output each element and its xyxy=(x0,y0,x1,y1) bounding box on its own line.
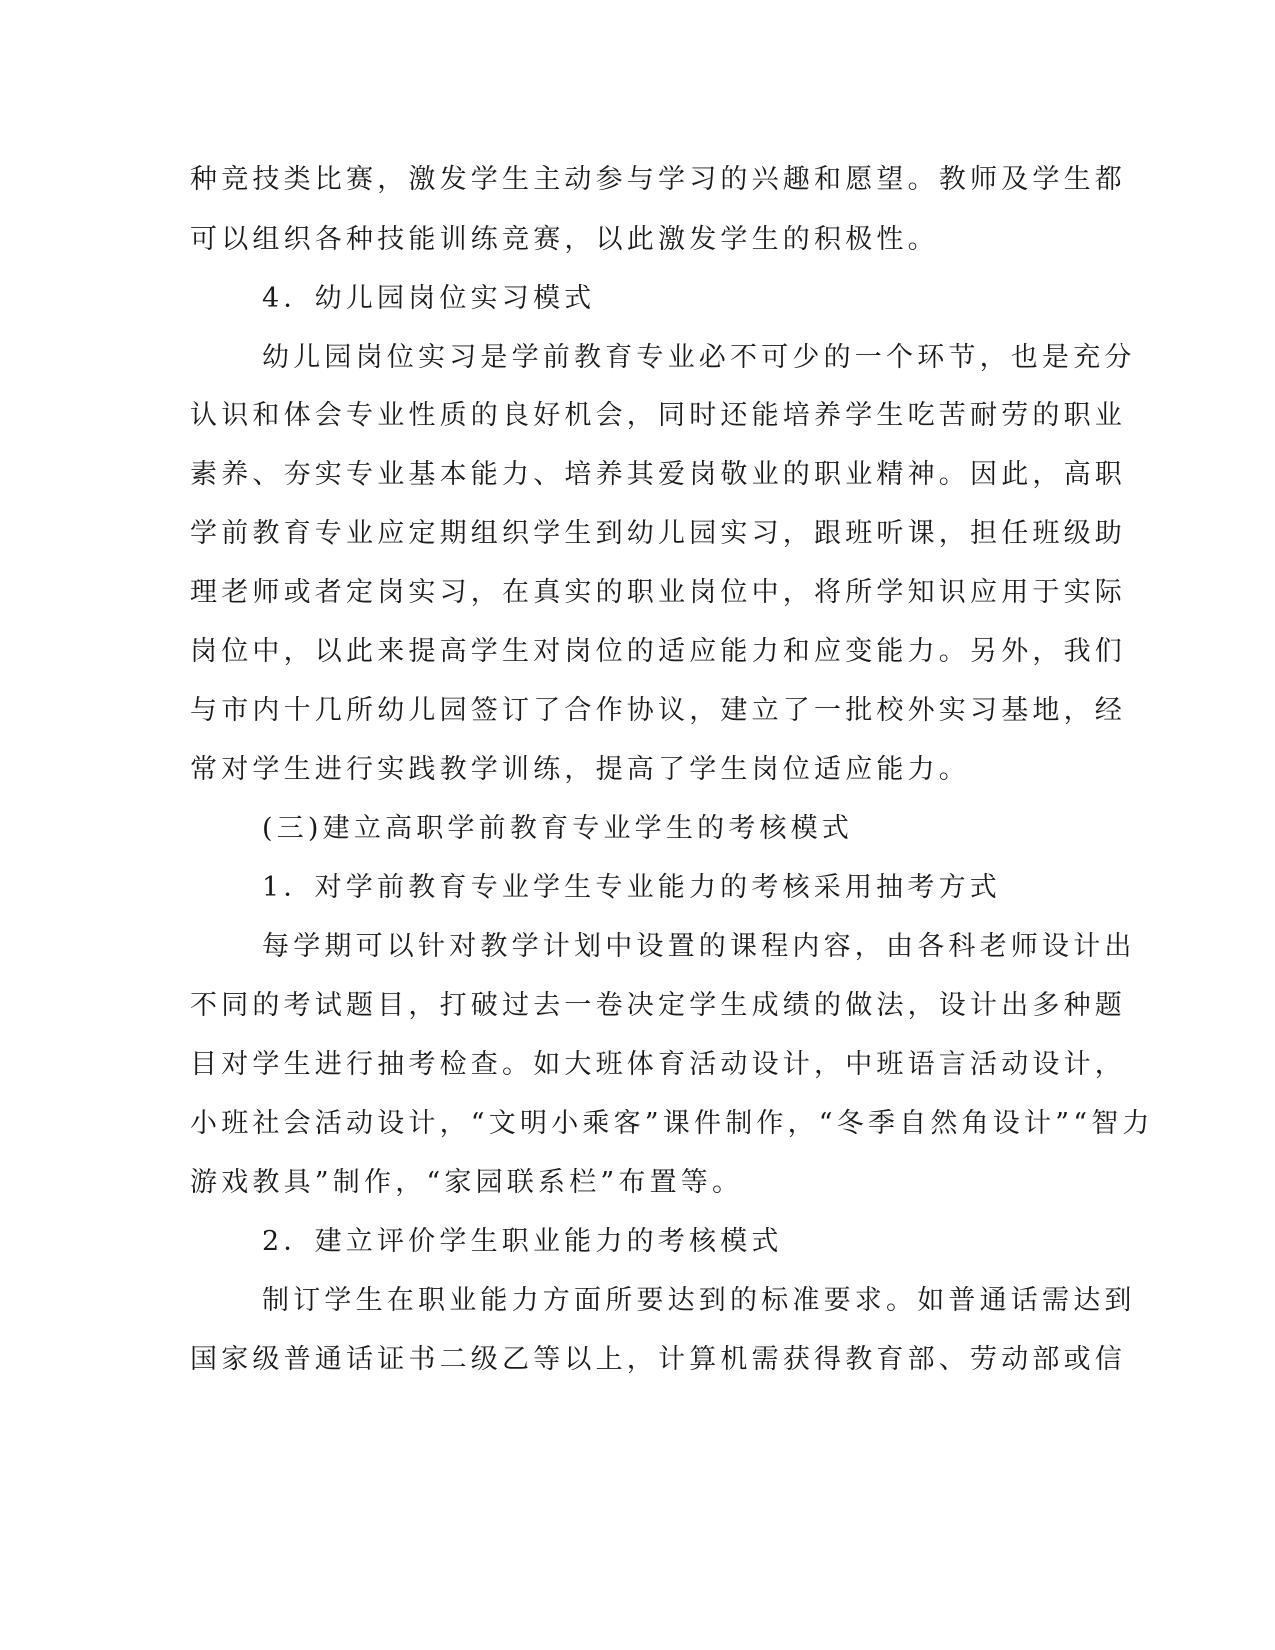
text-line: 理老师或者定岗实习，在真实的职业岗位中，将所学知识应用于实际 xyxy=(190,577,1126,608)
section-heading: 1．对学前教育专业学生专业能力的考核采用抽考方式 xyxy=(262,872,1001,903)
section-heading: (三)建立高职学前教育专业学生的考核模式 xyxy=(262,813,854,844)
text-line: 学前教育专业应定期组织学生到幼儿园实习，跟班听课，担任班级助 xyxy=(190,518,1126,549)
text-line: 每学期可以针对教学计划中设置的课程内容，由各科老师设计出 xyxy=(262,931,1136,962)
text-line: 不同的考试题目，打破过去一卷决定学生成绩的做法，设计出多种题 xyxy=(190,990,1126,1021)
text-line: 种竞技类比赛，激发学生主动参与学习的兴趣和愿望。教师及学生都 xyxy=(190,164,1126,195)
text-line: 幼儿园岗位实习是学前教育专业必不可少的一个环节，也是充分 xyxy=(262,342,1136,373)
text-line: 制订学生在职业能力方面所要达到的标准要求。如普通话需达到 xyxy=(262,1285,1136,1316)
text-line: 认识和体会专业性质的良好机会，同时还能培养学生吃苦耐劳的职业 xyxy=(190,400,1126,431)
text-line: 游戏教具”制作，“家园联系栏”布置等。 xyxy=(190,1167,744,1198)
text-line: 常对学生进行实践教学训练，提高了学生岗位适应能力。 xyxy=(190,754,970,785)
text-line: 国家级普通话证书二级乙等以上，计算机需获得教育部、劳动部或信 xyxy=(190,1344,1126,1375)
text-line: 岗位中，以此来提高学生对岗位的适应能力和应变能力。另外，我们 xyxy=(190,636,1126,667)
section-heading: 2．建立评价学生职业能力的考核模式 xyxy=(262,1226,783,1257)
text-line: 素养、夯实专业基本能力、培养其爱岗敬业的职业精神。因此，高职 xyxy=(190,459,1126,490)
text-line: 可以组织各种技能训练竞赛，以此激发学生的积极性。 xyxy=(190,224,939,255)
text-line: 小班社会活动设计，“文明小乘客”课件制作，“冬季自然角设计”“智力 xyxy=(190,1108,1154,1139)
text-line: 与市内十几所幼儿园签订了合作协议，建立了一批校外实习基地，经 xyxy=(190,695,1126,726)
text-line: 目对学生进行抽考检查。如大班体育活动设计，中班语言活动设计， xyxy=(190,1049,1126,1080)
section-heading: 4．幼儿园岗位实习模式 xyxy=(262,283,596,314)
